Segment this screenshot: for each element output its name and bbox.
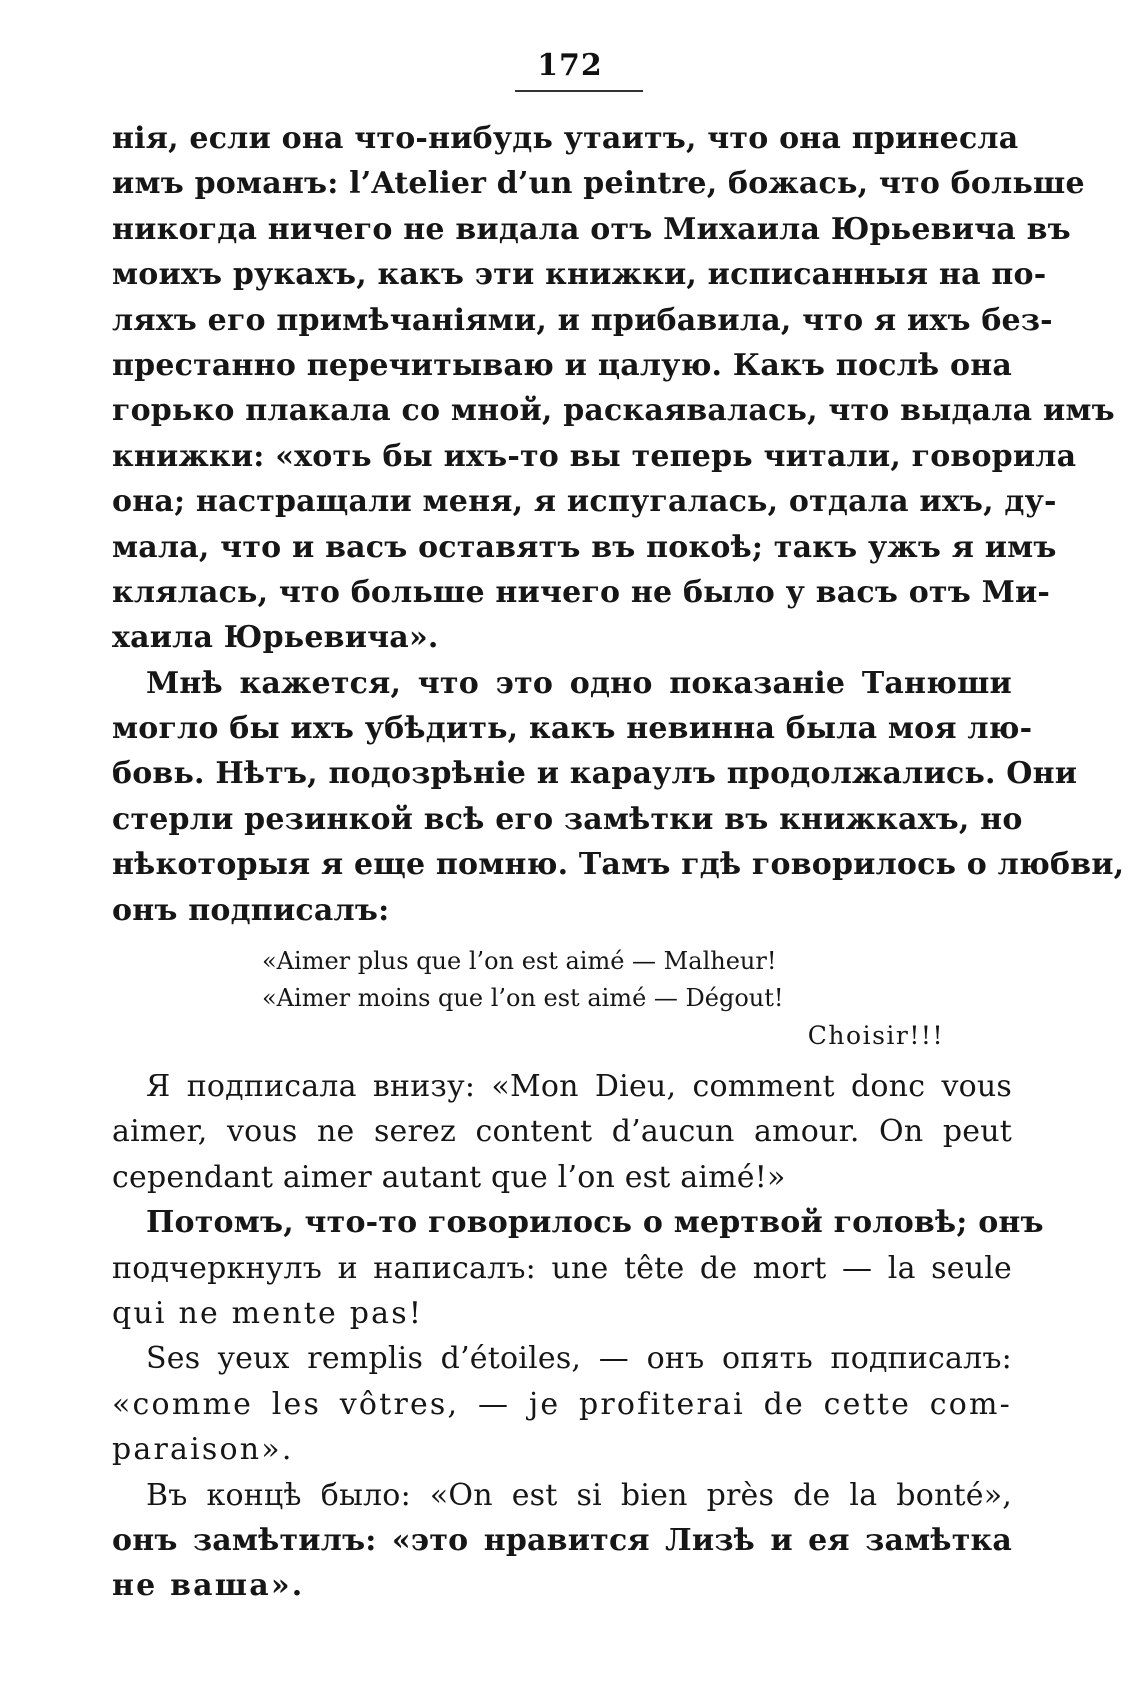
paragraph [112,1336,1012,1472]
paragraph [112,1064,1012,1200]
text-line: книжки: «хоть бы ихъ-то вы теперь читали, говорила [112,438,1077,474]
text-line: клялась, что больше ничего не было у васъ отъ Ми- [112,574,1051,610]
text-line: cependant aimer autant que l’on est aimé!» [112,1159,786,1195]
spacer [112,933,1012,943]
verse-quote [262,943,962,1054]
text-line: могло бы ихъ убѣдить, какъ невинна была моя лю- [112,711,1033,747]
spacer [112,1054,1012,1064]
text-line: нія, если она что-нибудь утаитъ, что она принесла [112,121,1019,156]
text-line: Я подписала внизу: «Mon Dieu, comment donc vous [146,1069,1012,1105]
paragraph [112,1473,1012,1609]
text-line: «comme les vôtres, — je profiterai de cette com- [112,1386,1012,1422]
text-line: горько плакала со мной, раскаявалась, что выдала имъ [112,393,1115,429]
text-line: онъ подписалъ: [112,892,390,928]
paragraph [112,1200,1044,1336]
text-line: Ses yeux remplis d’étoiles, — онъ опять подписалъ: [146,1341,1012,1377]
text-line: имъ романъ: l’Atelier d’un peintre, божась, что больше [112,166,1085,202]
text-body [112,116,1125,1609]
text-line: Потомъ, что-то говорилось о мертвой головѣ; онъ [146,1205,1044,1241]
text-line: aimer, vous ne serez content d’aucun amour. On peut [112,1114,1012,1150]
paragraph-continuation [112,116,1115,661]
text-line: моихъ рукахъ, какъ эти книжки, исписанныя на по- [112,257,1047,293]
text-line: paraison». [112,1432,294,1468]
verse-line: «Aimer plus que l’on est aimé — Malheur! [262,947,777,976]
header-rule [515,90,643,92]
text-line: ляхъ его примѣчаніями, и прибавила, что я ихъ без- [112,302,1053,338]
text-line: нѣкоторыя я еще помню. Тамъ гдѣ говорилось о любви, [112,847,1125,883]
text-line: бовь. Нѣтъ, подозрѣніе и караулъ продолжались. Они [112,756,1078,792]
text-line: никогда ничего не видала отъ Михаила Юрьевича въ [112,211,1071,247]
text-line: Мнѣ кажется, что это одно показаніе Танюши [146,665,1012,701]
text-line: qui ne mente pas! [112,1295,424,1331]
text-line: стерли резинкой всѣ его замѣтки въ книжкахъ, но [112,801,1023,837]
text-line: она; настращали меня, я испугалась, отдала ихъ, ду- [112,484,1057,520]
page-number: 172 [537,48,603,83]
verse-line: «Aimer moins que l’on est aimé — Dégout! [262,984,784,1013]
text-line: престанно перечитываю и цалую. Какъ послѣ она [112,347,1012,383]
text-line: хаила Юрьевича». [112,620,439,656]
paragraph [112,661,1125,933]
text-line: Въ концѣ было: «On est si bien près de la bonté», [146,1477,1012,1513]
text-line: не ваша». [112,1568,305,1604]
text-line: подчеркнулъ и написалъ: une tête de mort — la seule [112,1250,1012,1286]
text-line: онъ замѣтилъ: «это нравится Лизѣ и ея замѣтка [112,1522,1012,1558]
text-line: мала, что и васъ оставятъ въ покоѣ; такъ ужъ я имъ [112,529,1057,565]
verse-line: Choisir!!! [807,1021,944,1051]
